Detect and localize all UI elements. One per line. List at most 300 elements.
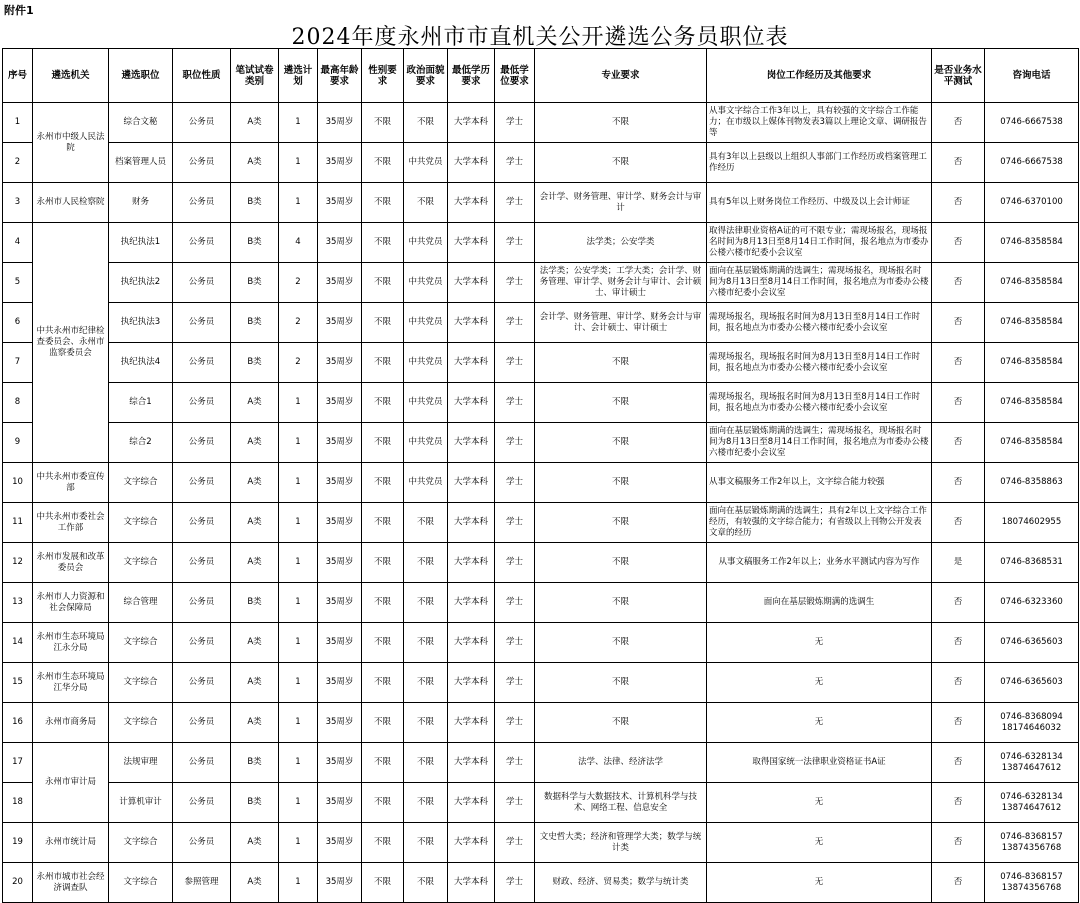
education-cell: 大学本科 <box>448 263 495 303</box>
row-number: 12 <box>3 543 33 583</box>
phone-cell: 0746-8358584 <box>985 223 1079 263</box>
plan-count-cell: 1 <box>279 863 318 903</box>
politics-cell: 中共党员 <box>404 223 448 263</box>
phone-cell: 0746-6328134 13874647612 <box>985 783 1079 823</box>
row-number: 3 <box>3 183 33 223</box>
table-body <box>3 103 1079 903</box>
exam-type-cell: B类 <box>231 303 279 343</box>
major-cell: 不限 <box>535 423 707 463</box>
requirements-cell: 具有5年以上财务岗位工作经历、中级及以上会计师证 <box>707 183 932 223</box>
row-number: 9 <box>3 423 33 463</box>
politics-cell: 中共党员 <box>404 303 448 343</box>
requirements-cell: 无 <box>707 623 932 663</box>
major-cell: 法学类；公安学类 <box>535 223 707 263</box>
table-row <box>3 463 1079 503</box>
major-cell: 不限 <box>535 143 707 183</box>
phone-cell: 0746-8358584 <box>985 383 1079 423</box>
plan-count-cell: 1 <box>279 543 318 583</box>
position-cell: 文字综合 <box>109 463 173 503</box>
phone-cell: 0746-8358584 <box>985 343 1079 383</box>
degree-cell: 学士 <box>495 103 535 143</box>
table-row <box>3 743 1079 783</box>
age-cell: 35周岁 <box>318 143 362 183</box>
plan-count-cell: 1 <box>279 623 318 663</box>
table-row <box>3 783 1079 823</box>
politics-cell: 不限 <box>404 783 448 823</box>
requirements-cell: 从事文字综合工作3年以上，具有较强的文字综合工作能力；在市级以上媒体刊物发表3篇以上理论文章、调研报告等 <box>707 103 932 143</box>
politics-cell: 中共党员 <box>404 423 448 463</box>
table-row <box>3 663 1079 703</box>
major-cell: 不限 <box>535 343 707 383</box>
age-cell: 35周岁 <box>318 623 362 663</box>
position-cell: 文字综合 <box>109 623 173 663</box>
plan-count-cell: 1 <box>279 423 318 463</box>
age-cell: 35周岁 <box>318 263 362 303</box>
document-title: 2024年度永州市市直机关公开遴选公务员职位表 <box>291 25 789 50</box>
skill-test-cell: 否 <box>932 223 985 263</box>
skill-test-cell: 否 <box>932 823 985 863</box>
plan-count-cell: 1 <box>279 583 318 623</box>
position-cell: 执纪执法1 <box>109 223 173 263</box>
education-cell: 大学本科 <box>448 823 495 863</box>
plan-count-cell: 1 <box>279 383 318 423</box>
header-cell: 岗位工作经历及其他要求 <box>707 49 932 103</box>
plan-count-cell: 4 <box>279 223 318 263</box>
header-cell: 是否业务水平测试 <box>932 49 985 103</box>
degree-cell: 学士 <box>495 503 535 543</box>
phone-cell: 0746-6328134 13874647612 <box>985 743 1079 783</box>
gender-cell: 不限 <box>362 343 404 383</box>
degree-cell: 学士 <box>495 543 535 583</box>
requirements-cell: 从事文稿服务工作2年以上，文字综合能力较强 <box>707 463 932 503</box>
requirements-cell: 无 <box>707 783 932 823</box>
education-cell: 大学本科 <box>448 503 495 543</box>
skill-test-cell: 否 <box>932 303 985 343</box>
gender-cell: 不限 <box>362 783 404 823</box>
plan-count-cell: 1 <box>279 143 318 183</box>
age-cell: 35周岁 <box>318 223 362 263</box>
exam-type-cell: B类 <box>231 183 279 223</box>
age-cell: 35周岁 <box>318 183 362 223</box>
position-cell: 文字综合 <box>109 863 173 903</box>
age-cell: 35周岁 <box>318 383 362 423</box>
position-cell: 执纪执法4 <box>109 343 173 383</box>
requirements-cell: 从事文稿服务工作2年以上；业务水平测试内容为写作 <box>707 543 932 583</box>
major-cell: 文史哲大类；经济和管理学大类；数学与统计类 <box>535 823 707 863</box>
degree-cell: 学士 <box>495 623 535 663</box>
phone-cell: 0746-6365603 <box>985 623 1079 663</box>
phone-cell: 0746-8358584 <box>985 423 1079 463</box>
exam-type-cell: A类 <box>231 623 279 663</box>
age-cell: 35周岁 <box>318 863 362 903</box>
table-row <box>3 623 1079 663</box>
exam-type-cell: A类 <box>231 143 279 183</box>
age-cell: 35周岁 <box>318 663 362 703</box>
table-row <box>3 863 1079 903</box>
row-number: 20 <box>3 863 33 903</box>
plan-count-cell: 1 <box>279 703 318 743</box>
exam-type-cell: B类 <box>231 743 279 783</box>
age-cell: 35周岁 <box>318 543 362 583</box>
nature-cell: 公务员 <box>173 223 231 263</box>
plan-count-cell: 1 <box>279 783 318 823</box>
row-number: 17 <box>3 743 33 783</box>
politics-cell: 不限 <box>404 703 448 743</box>
major-cell: 不限 <box>535 703 707 743</box>
row-number: 15 <box>3 663 33 703</box>
exam-type-cell: A类 <box>231 463 279 503</box>
position-cell: 文字综合 <box>109 703 173 743</box>
major-cell: 数据科学与大数据技术、计算机科学与技术、网络工程、信息安全 <box>535 783 707 823</box>
degree-cell: 学士 <box>495 703 535 743</box>
header-cell: 最低学位要求 <box>495 49 535 103</box>
nature-cell: 公务员 <box>173 543 231 583</box>
table-row <box>3 183 1079 223</box>
age-cell: 35周岁 <box>318 463 362 503</box>
gender-cell: 不限 <box>362 303 404 343</box>
gender-cell: 不限 <box>362 223 404 263</box>
agency-cell: 永州市商务局 <box>33 703 109 743</box>
gender-cell: 不限 <box>362 863 404 903</box>
plan-count-cell: 1 <box>279 503 318 543</box>
degree-cell: 学士 <box>495 303 535 343</box>
major-cell: 不限 <box>535 623 707 663</box>
plan-count-cell: 1 <box>279 463 318 503</box>
phone-cell: 0746-6667538 <box>985 143 1079 183</box>
phone-cell: 0746-8358584 <box>985 263 1079 303</box>
nature-cell: 公务员 <box>173 463 231 503</box>
requirements-cell: 面向在基层锻炼期满的选调生 <box>707 583 932 623</box>
gender-cell: 不限 <box>362 503 404 543</box>
gender-cell: 不限 <box>362 663 404 703</box>
age-cell: 35周岁 <box>318 823 362 863</box>
phone-cell: 0746-6370100 <box>985 183 1079 223</box>
degree-cell: 学士 <box>495 183 535 223</box>
major-cell: 不限 <box>535 463 707 503</box>
position-table <box>2 48 1079 903</box>
nature-cell: 公务员 <box>173 423 231 463</box>
education-cell: 大学本科 <box>448 703 495 743</box>
politics-cell: 不限 <box>404 823 448 863</box>
age-cell: 35周岁 <box>318 583 362 623</box>
phone-cell: 0746-8358584 <box>985 303 1079 343</box>
politics-cell: 中共党员 <box>404 463 448 503</box>
politics-cell: 不限 <box>404 543 448 583</box>
education-cell: 大学本科 <box>448 463 495 503</box>
row-number: 8 <box>3 383 33 423</box>
skill-test-cell: 否 <box>932 743 985 783</box>
degree-cell: 学士 <box>495 463 535 503</box>
exam-type-cell: B类 <box>231 583 279 623</box>
phone-cell: 0746-8368157 13874356768 <box>985 823 1079 863</box>
skill-test-cell: 否 <box>932 263 985 303</box>
nature-cell: 公务员 <box>173 703 231 743</box>
agency-cell: 中共永州市纪律检查委员会、永州市监察委员会 <box>33 223 109 463</box>
age-cell: 35周岁 <box>318 783 362 823</box>
nature-cell: 公务员 <box>173 103 231 143</box>
education-cell: 大学本科 <box>448 783 495 823</box>
skill-test-cell: 否 <box>932 423 985 463</box>
row-number: 14 <box>3 623 33 663</box>
requirements-cell: 具有3年以上县级以上组织人事部门工作经历或档案管理工作经历 <box>707 143 932 183</box>
degree-cell: 学士 <box>495 223 535 263</box>
row-number: 4 <box>3 223 33 263</box>
agency-cell: 永州市城市社会经济调查队 <box>33 863 109 903</box>
skill-test-cell: 否 <box>932 663 985 703</box>
row-number: 7 <box>3 343 33 383</box>
requirements-cell: 需现场报名，现场报名时间为8月13日至8月14日工作时间，报名地点为市委办公楼六楼市纪委小会议室 <box>707 343 932 383</box>
agency-cell: 永州市生态环境局江永分局 <box>33 623 109 663</box>
degree-cell: 学士 <box>495 263 535 303</box>
plan-count-cell: 1 <box>279 663 318 703</box>
header-cell: 咨询电话 <box>985 49 1079 103</box>
requirements-cell: 面向在基层锻炼期满的选调生；具有2年以上文字综合工作经历，有较强的文字综合能力；有省级以上刊物公开发表文章的经历 <box>707 503 932 543</box>
major-cell: 不限 <box>535 663 707 703</box>
gender-cell: 不限 <box>362 583 404 623</box>
row-number: 19 <box>3 823 33 863</box>
table-row <box>3 543 1079 583</box>
age-cell: 35周岁 <box>318 703 362 743</box>
degree-cell: 学士 <box>495 823 535 863</box>
major-cell: 不限 <box>535 543 707 583</box>
nature-cell: 公务员 <box>173 263 231 303</box>
header-cell: 遴选机关 <box>33 49 109 103</box>
row-number: 5 <box>3 263 33 303</box>
row-number: 6 <box>3 303 33 343</box>
exam-type-cell: B类 <box>231 783 279 823</box>
exam-type-cell: B类 <box>231 263 279 303</box>
education-cell: 大学本科 <box>448 103 495 143</box>
major-cell: 不限 <box>535 103 707 143</box>
politics-cell: 不限 <box>404 183 448 223</box>
nature-cell: 公务员 <box>173 623 231 663</box>
education-cell: 大学本科 <box>448 143 495 183</box>
politics-cell: 不限 <box>404 583 448 623</box>
degree-cell: 学士 <box>495 583 535 623</box>
major-cell: 不限 <box>535 503 707 543</box>
header-cell: 笔试试卷类别 <box>231 49 279 103</box>
skill-test-cell: 否 <box>932 583 985 623</box>
table-row <box>3 343 1079 383</box>
education-cell: 大学本科 <box>448 583 495 623</box>
exam-type-cell: A类 <box>231 663 279 703</box>
header-cell: 最低学历要求 <box>448 49 495 103</box>
gender-cell: 不限 <box>362 743 404 783</box>
degree-cell: 学士 <box>495 663 535 703</box>
gender-cell: 不限 <box>362 383 404 423</box>
row-number: 18 <box>3 783 33 823</box>
annex-label: 附件1 <box>4 4 34 17</box>
header-cell: 性别要求 <box>362 49 404 103</box>
skill-test-cell: 否 <box>932 783 985 823</box>
age-cell: 35周岁 <box>318 423 362 463</box>
exam-type-cell: A类 <box>231 823 279 863</box>
politics-cell: 不限 <box>404 103 448 143</box>
agency-cell: 永州市发展和改革委员会 <box>33 543 109 583</box>
phone-cell: 0746-8358863 <box>985 463 1079 503</box>
degree-cell: 学士 <box>495 783 535 823</box>
phone-cell: 0746-6667538 <box>985 103 1079 143</box>
skill-test-cell: 否 <box>932 183 985 223</box>
table-row <box>3 503 1079 543</box>
plan-count-cell: 1 <box>279 823 318 863</box>
plan-count-cell: 2 <box>279 263 318 303</box>
nature-cell: 公务员 <box>173 783 231 823</box>
agency-cell: 永州市生态环境局江华分局 <box>33 663 109 703</box>
exam-type-cell: A类 <box>231 863 279 903</box>
requirements-cell: 面向在基层锻炼期满的选调生；需现场报名，现场报名时间为8月13日至8月14日工作时间，报名地点为市委办公楼六楼市纪委小会议室 <box>707 263 932 303</box>
phone-cell: 0746-6365603 <box>985 663 1079 703</box>
requirements-cell: 无 <box>707 703 932 743</box>
degree-cell: 学士 <box>495 383 535 423</box>
table-row <box>3 383 1079 423</box>
politics-cell: 不限 <box>404 863 448 903</box>
requirements-cell: 取得法律职业资格A证的可不限专业；需现场报名，现场报名时间为8月13日至8月14日工作时间，报名地点为市委办公楼六楼市纪委小会议室 <box>707 223 932 263</box>
nature-cell: 公务员 <box>173 183 231 223</box>
education-cell: 大学本科 <box>448 383 495 423</box>
exam-type-cell: B类 <box>231 343 279 383</box>
major-cell: 不限 <box>535 583 707 623</box>
agency-cell: 永州市人民检察院 <box>33 183 109 223</box>
skill-test-cell: 否 <box>932 103 985 143</box>
skill-test-cell: 否 <box>932 143 985 183</box>
major-cell: 财政、经济、贸易类；数学与统计类 <box>535 863 707 903</box>
nature-cell: 公务员 <box>173 343 231 383</box>
exam-type-cell: A类 <box>231 543 279 583</box>
gender-cell: 不限 <box>362 263 404 303</box>
row-number: 13 <box>3 583 33 623</box>
plan-count-cell: 2 <box>279 343 318 383</box>
row-number: 1 <box>3 103 33 143</box>
skill-test-cell: 否 <box>932 703 985 743</box>
age-cell: 35周岁 <box>318 343 362 383</box>
nature-cell: 公务员 <box>173 503 231 543</box>
major-cell: 会计学、财务管理、审计学、财务会计与审计 <box>535 183 707 223</box>
degree-cell: 学士 <box>495 743 535 783</box>
position-cell: 综合1 <box>109 383 173 423</box>
header-cell: 序号 <box>3 49 33 103</box>
gender-cell: 不限 <box>362 183 404 223</box>
table-row <box>3 423 1079 463</box>
header-cell: 遴选职位 <box>109 49 173 103</box>
agency-cell: 永州市审计局 <box>33 743 109 823</box>
gender-cell: 不限 <box>362 143 404 183</box>
degree-cell: 学士 <box>495 423 535 463</box>
requirements-cell: 需现场报名，现场报名时间为8月13日至8月14日工作时间，报名地点为市委办公楼六楼市纪委小会议室 <box>707 303 932 343</box>
degree-cell: 学士 <box>495 343 535 383</box>
requirements-cell: 取得国家统一法律职业资格证书A证 <box>707 743 932 783</box>
major-cell: 法学类；公安学类；工学大类；会计学、财务管理、审计学、财务会计与审计、会计硕士、审计硕士 <box>535 263 707 303</box>
position-cell: 执纪执法2 <box>109 263 173 303</box>
politics-cell: 不限 <box>404 623 448 663</box>
gender-cell: 不限 <box>362 423 404 463</box>
row-number: 11 <box>3 503 33 543</box>
requirements-cell: 无 <box>707 663 932 703</box>
exam-type-cell: A类 <box>231 423 279 463</box>
requirements-cell: 无 <box>707 863 932 903</box>
header-cell: 遴选计划 <box>279 49 318 103</box>
education-cell: 大学本科 <box>448 663 495 703</box>
gender-cell: 不限 <box>362 543 404 583</box>
position-cell: 文字综合 <box>109 503 173 543</box>
position-cell: 计算机审计 <box>109 783 173 823</box>
politics-cell: 不限 <box>404 743 448 783</box>
table-row <box>3 583 1079 623</box>
header-row <box>3 49 1079 103</box>
politics-cell: 不限 <box>404 663 448 703</box>
nature-cell: 公务员 <box>173 823 231 863</box>
politics-cell: 中共党员 <box>404 383 448 423</box>
table-row <box>3 303 1079 343</box>
education-cell: 大学本科 <box>448 223 495 263</box>
skill-test-cell: 否 <box>932 503 985 543</box>
education-cell: 大学本科 <box>448 303 495 343</box>
age-cell: 35周岁 <box>318 503 362 543</box>
skill-test-cell: 否 <box>932 863 985 903</box>
nature-cell: 公务员 <box>173 303 231 343</box>
agency-cell: 中共永州市委宣传部 <box>33 463 109 503</box>
plan-count-cell: 2 <box>279 303 318 343</box>
gender-cell: 不限 <box>362 463 404 503</box>
gender-cell: 不限 <box>362 703 404 743</box>
age-cell: 35周岁 <box>318 103 362 143</box>
age-cell: 35周岁 <box>318 303 362 343</box>
exam-type-cell: A类 <box>231 103 279 143</box>
position-cell: 法规审理 <box>109 743 173 783</box>
exam-type-cell: A类 <box>231 503 279 543</box>
position-cell: 文字综合 <box>109 663 173 703</box>
agency-cell: 永州市统计局 <box>33 823 109 863</box>
row-number: 16 <box>3 703 33 743</box>
header-cell: 职位性质 <box>173 49 231 103</box>
politics-cell: 中共党员 <box>404 343 448 383</box>
position-cell: 综合管理 <box>109 583 173 623</box>
header-cell: 政治面貌要求 <box>404 49 448 103</box>
politics-cell: 不限 <box>404 503 448 543</box>
gender-cell: 不限 <box>362 103 404 143</box>
nature-cell: 公务员 <box>173 663 231 703</box>
plan-count-cell: 1 <box>279 743 318 783</box>
position-cell: 财务 <box>109 183 173 223</box>
header-cell: 专业要求 <box>535 49 707 103</box>
position-cell: 文字综合 <box>109 823 173 863</box>
education-cell: 大学本科 <box>448 543 495 583</box>
gender-cell: 不限 <box>362 623 404 663</box>
exam-type-cell: B类 <box>231 223 279 263</box>
education-cell: 大学本科 <box>448 343 495 383</box>
exam-type-cell: A类 <box>231 703 279 743</box>
major-cell: 会计学、财务管理、审计学、财务会计与审计、会计硕士、审计硕士 <box>535 303 707 343</box>
table-row <box>3 143 1079 183</box>
position-cell: 综合文秘 <box>109 103 173 143</box>
degree-cell: 学士 <box>495 863 535 903</box>
gender-cell: 不限 <box>362 823 404 863</box>
plan-count-cell: 1 <box>279 103 318 143</box>
position-cell: 文字综合 <box>109 543 173 583</box>
position-cell: 综合2 <box>109 423 173 463</box>
education-cell: 大学本科 <box>448 863 495 903</box>
skill-test-cell: 否 <box>932 383 985 423</box>
plan-count-cell: 1 <box>279 183 318 223</box>
table-row <box>3 703 1079 743</box>
position-cell: 执纪执法3 <box>109 303 173 343</box>
education-cell: 大学本科 <box>448 623 495 663</box>
phone-cell: 18074602955 <box>985 503 1079 543</box>
degree-cell: 学士 <box>495 143 535 183</box>
politics-cell: 中共党员 <box>404 263 448 303</box>
nature-cell: 公务员 <box>173 583 231 623</box>
requirements-cell: 无 <box>707 823 932 863</box>
